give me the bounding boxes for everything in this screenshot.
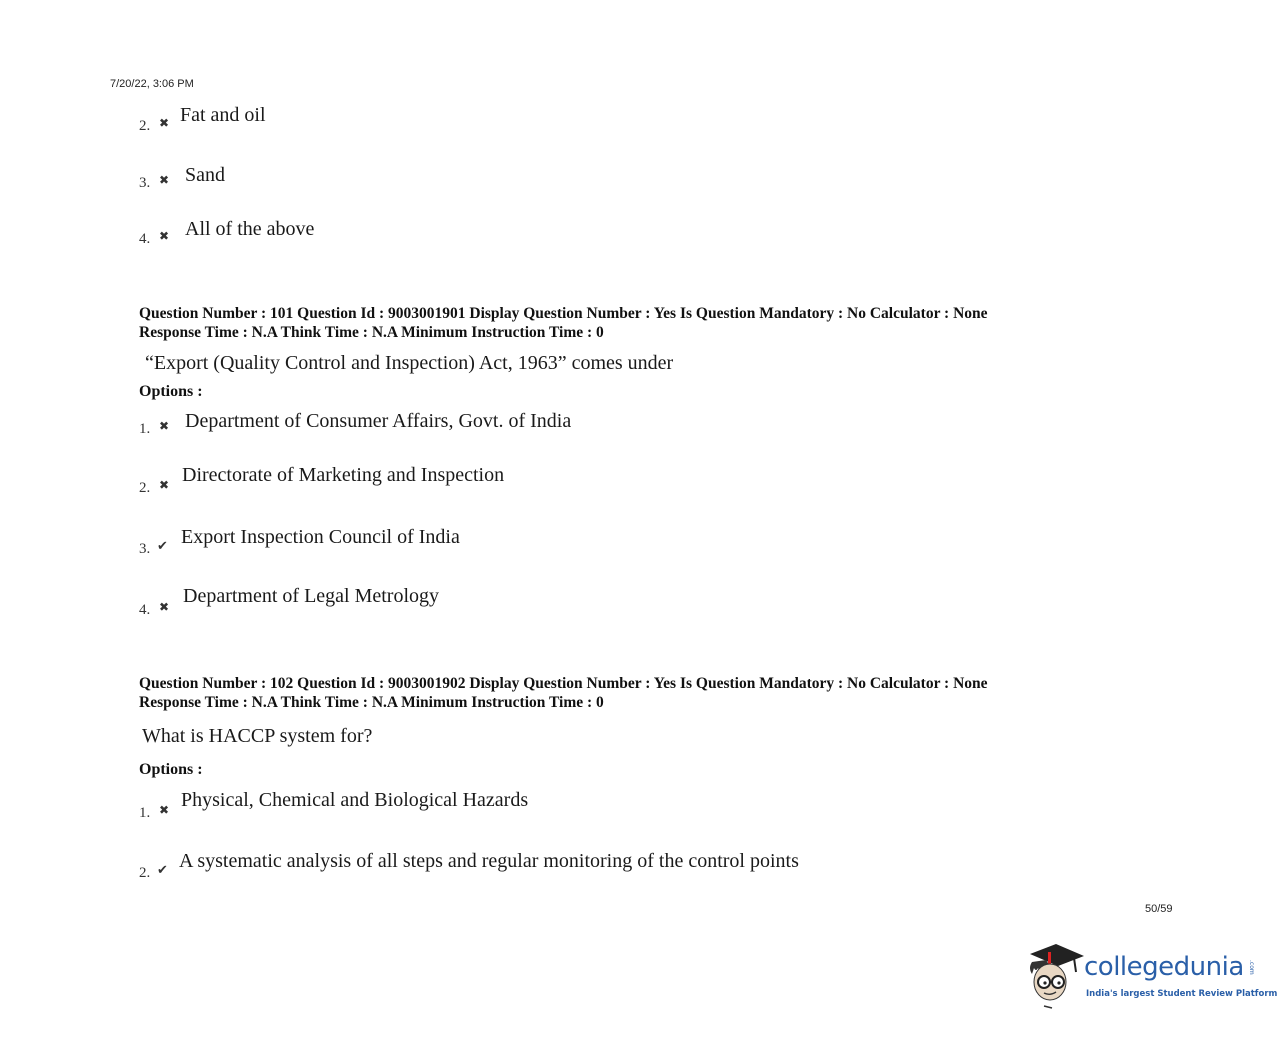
option-text: Department of Legal Metrology [183, 585, 440, 607]
option-number: 4. [139, 231, 151, 247]
question-meta-line: Response Time : N.A Think Time : N.A Minimum Instruction Time : 0 [139, 694, 604, 711]
question-meta [139, 304, 988, 342]
option-text: Physical, Chemical and Biological Hazards [181, 789, 529, 811]
question-meta-line: Question Number : 101 Question Id : 9003001901 Display Question Number : Yes Is Question Mandatory : No Calculator : None [139, 305, 988, 322]
option-number: 1. [139, 805, 151, 821]
cross-mark-icon: ✖ [159, 116, 170, 130]
option-number: 3. [139, 541, 151, 557]
timestamp: 7/20/22, 3:06 PM [110, 78, 194, 90]
option-number: 2. [139, 118, 151, 134]
cross-mark-icon: ✖ [159, 600, 170, 614]
brand-suffix: .com [1248, 960, 1255, 975]
question-text: What is HACCP system for? [142, 725, 373, 747]
cross-mark-icon: ✖ [159, 229, 170, 243]
option-number: 2. [139, 865, 151, 881]
mascot-icon [1024, 938, 1086, 1010]
option-number: 3. [139, 175, 151, 191]
options-label: Options : [139, 761, 203, 778]
cross-mark-icon: ✖ [159, 419, 170, 433]
brand-name: collegedunia [1084, 952, 1244, 982]
option-text: Sand [185, 164, 225, 186]
check-mark-icon: ✔ [157, 862, 168, 877]
question-meta-line: Question Number : 102 Question Id : 9003001902 Display Question Number : Yes Is Question Mandatory : No Calculator : None [139, 675, 988, 692]
options-label: Options : [139, 383, 203, 400]
option-text: All of the above [185, 218, 315, 240]
option-text: Department of Consumer Affairs, Govt. of India [185, 410, 572, 432]
cross-mark-icon: ✖ [159, 173, 170, 187]
brand-logo [1024, 938, 1278, 1010]
brand-tagline: India's largest Student Review Platform [1086, 989, 1278, 999]
option-text: Fat and oil [180, 104, 266, 126]
option-number: 4. [139, 602, 151, 618]
option-text: Export Inspection Council of India [181, 526, 460, 548]
option-number: 2. [139, 480, 151, 496]
question-text: “Export (Quality Control and Inspection) Act, 1963” comes under [145, 352, 674, 374]
cross-mark-icon: ✖ [159, 478, 170, 492]
question-meta-line: Response Time : N.A Think Time : N.A Minimum Instruction Time : 0 [139, 324, 604, 341]
page-number: 50/59 [1145, 903, 1173, 915]
check-mark-icon: ✔ [157, 538, 168, 553]
option-text: A systematic analysis of all steps and regular monitoring of the control points [179, 850, 799, 872]
option-number: 1. [139, 421, 151, 437]
question-meta [139, 674, 988, 712]
option-text: Directorate of Marketing and Inspection [182, 464, 505, 486]
cross-mark-icon: ✖ [159, 803, 170, 817]
